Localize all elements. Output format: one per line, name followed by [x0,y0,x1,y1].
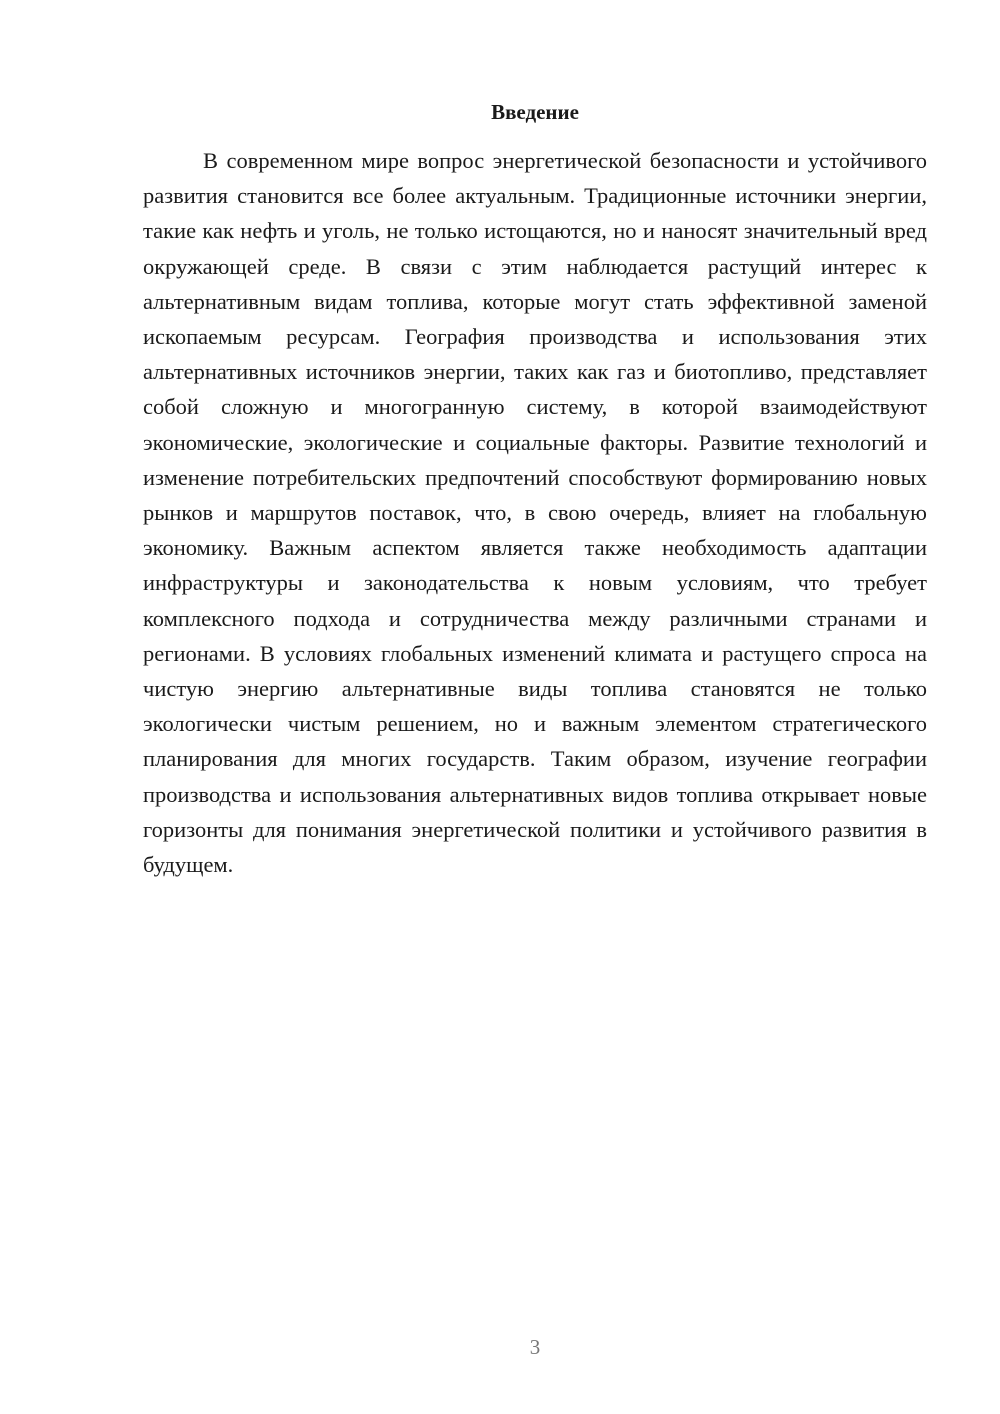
section-heading: Введение [491,100,579,124]
page-number: 3 [529,1335,541,1359]
body-paragraph: В современном мире вопрос энергетической безопасности и устойчивого развития становится все более актуальным. Традиционные источники энергии, такие как нефть и уголь, не только истощаются, но и наносят значительный вред окружающей среде. В связи с этим наблюдается растущий интерес к альтернативным видам топлива, которые могут стать эффективной заменой ископаемым ресурсам. География производства и использования этих альтернативных источников энергии, таких как газ и биотопливо, представляет собой сложную и многогранную систему, в которой взаимодействуют экономические, экологические и социальные факторы. Развитие технологий и изменение потребительских предпочтений способствуют формированию новых рынков и маршрутов поставок, что, в свою очередь, влияет на глобальную экономику. Важным аспектом является также необходимость адаптации инфраструктуры и законодательства к новым условиям, что требует комплексного подхода и сотрудничества между различными странами и регионами. В условиях глобальных изменений климата и растущего спроса на чистую энергию альтернативные виды топлива становятся не только экологически чистым решением, но и важным элементом стратегического планирования для многих государств. Таким образом, изучение географии производства и использования альтернативных видов топлива открывает новые горизонты для понимания энергетической политики и устойчивого развития в будущем. [143,148,927,878]
